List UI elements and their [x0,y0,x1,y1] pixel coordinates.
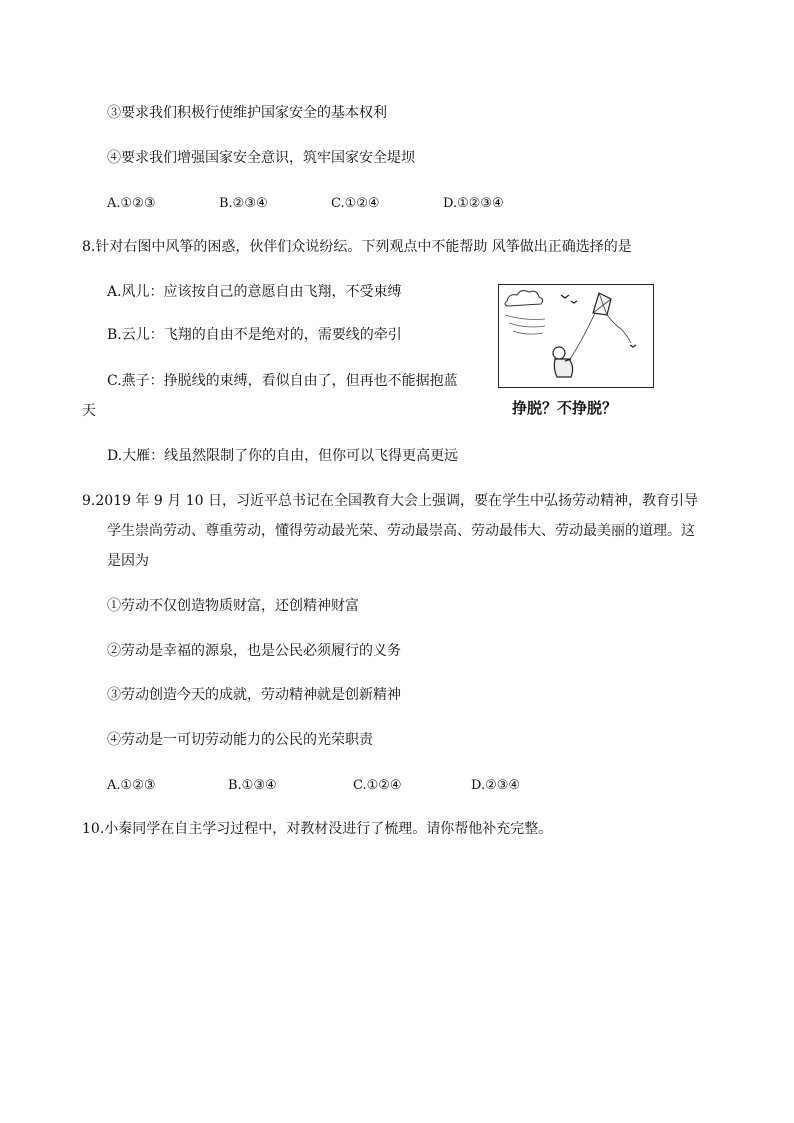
q9-stem-line2: 学生崇尚劳动、尊重劳动，懂得劳动最光荣、劳动最崇高、劳动最伟大、劳动最美丽的道理。这 [107,523,695,539]
q7-option-d: D.①②③④ [443,196,504,211]
q7-item-3: ③要求我们积极行使维护国家安全的基本权利 [107,105,387,121]
kite-tail [607,315,631,343]
q9-stem-line3: 是因为 [107,553,149,569]
kite-illustration [498,284,654,388]
kite-drawing [499,285,652,386]
q7-item-4: ④要求我们增强国家安全意识，筑牢国家安全堤坝 [107,150,415,166]
q8-option-c-line2: 天 [82,403,96,419]
q8-option-a: A.风儿：应该按自己的意愿自由飞翔，不受束缚 [107,284,402,300]
q7-option-a: A.①②③ [107,196,156,211]
kite-string [569,313,595,361]
wind-line-3 [513,331,543,334]
q9-item-1: ①劳动不仅创造物质财富，还创精神财富 [107,598,359,614]
q9-item-4: ④劳动是一可切劳动能力的公民的光荣职责 [107,732,373,748]
kite-body [593,293,611,315]
q9-option-c: C.①②④ [353,778,402,793]
cloud-shape [505,291,543,306]
wind-line-1 [505,315,545,320]
q7-option-c: C.①②④ [331,196,380,211]
q9-item-2: ②劳动是幸福的源泉，也是公民必须履行的义务 [107,643,401,659]
bird-3 [630,345,636,347]
q9-stem-line1: 9.2019 年 9 月 10 日，习近平总书记在全国教育大会上强调，要在学生中弘扬劳动精神，教育引导 [82,493,698,509]
q8-stem: 8.针对右图中风筝的困惑，伙伴们众说纷纭。下列观点中不能帮助 风筝做出正确选择的是 [82,239,632,255]
figure-caption: 挣脱？不挣脱？ [512,399,618,417]
q8-option-b: B.云儿：飞翔的自由不是绝对的，需要线的牵引 [107,327,402,343]
bird-1 [561,295,569,298]
q9-option-d: D.②③④ [471,778,521,793]
q9-item-3: ③劳动创造今天的成就，劳动精神就是创新精神 [107,687,401,703]
q7-option-b: B.②③④ [219,196,268,211]
q9-option-a: A.①②③ [107,778,156,793]
q8-option-c-line1: C.燕子：挣脱线的束缚，看似自由了，但再也不能据抱蓝 [107,373,458,389]
q10-stem: 10.小秦同学在自主学习过程中，对教材没进行了梳理。请你帮他补充完整。 [82,821,553,837]
bird-2 [571,301,577,303]
wind-line-2 [509,323,545,327]
q8-option-d: D.大雁：线虽然限制了你的自由，但你可以飞得更高更远 [107,448,459,464]
person-body [554,359,572,377]
q9-option-b: B.①③④ [228,778,277,793]
person-head [553,347,565,359]
